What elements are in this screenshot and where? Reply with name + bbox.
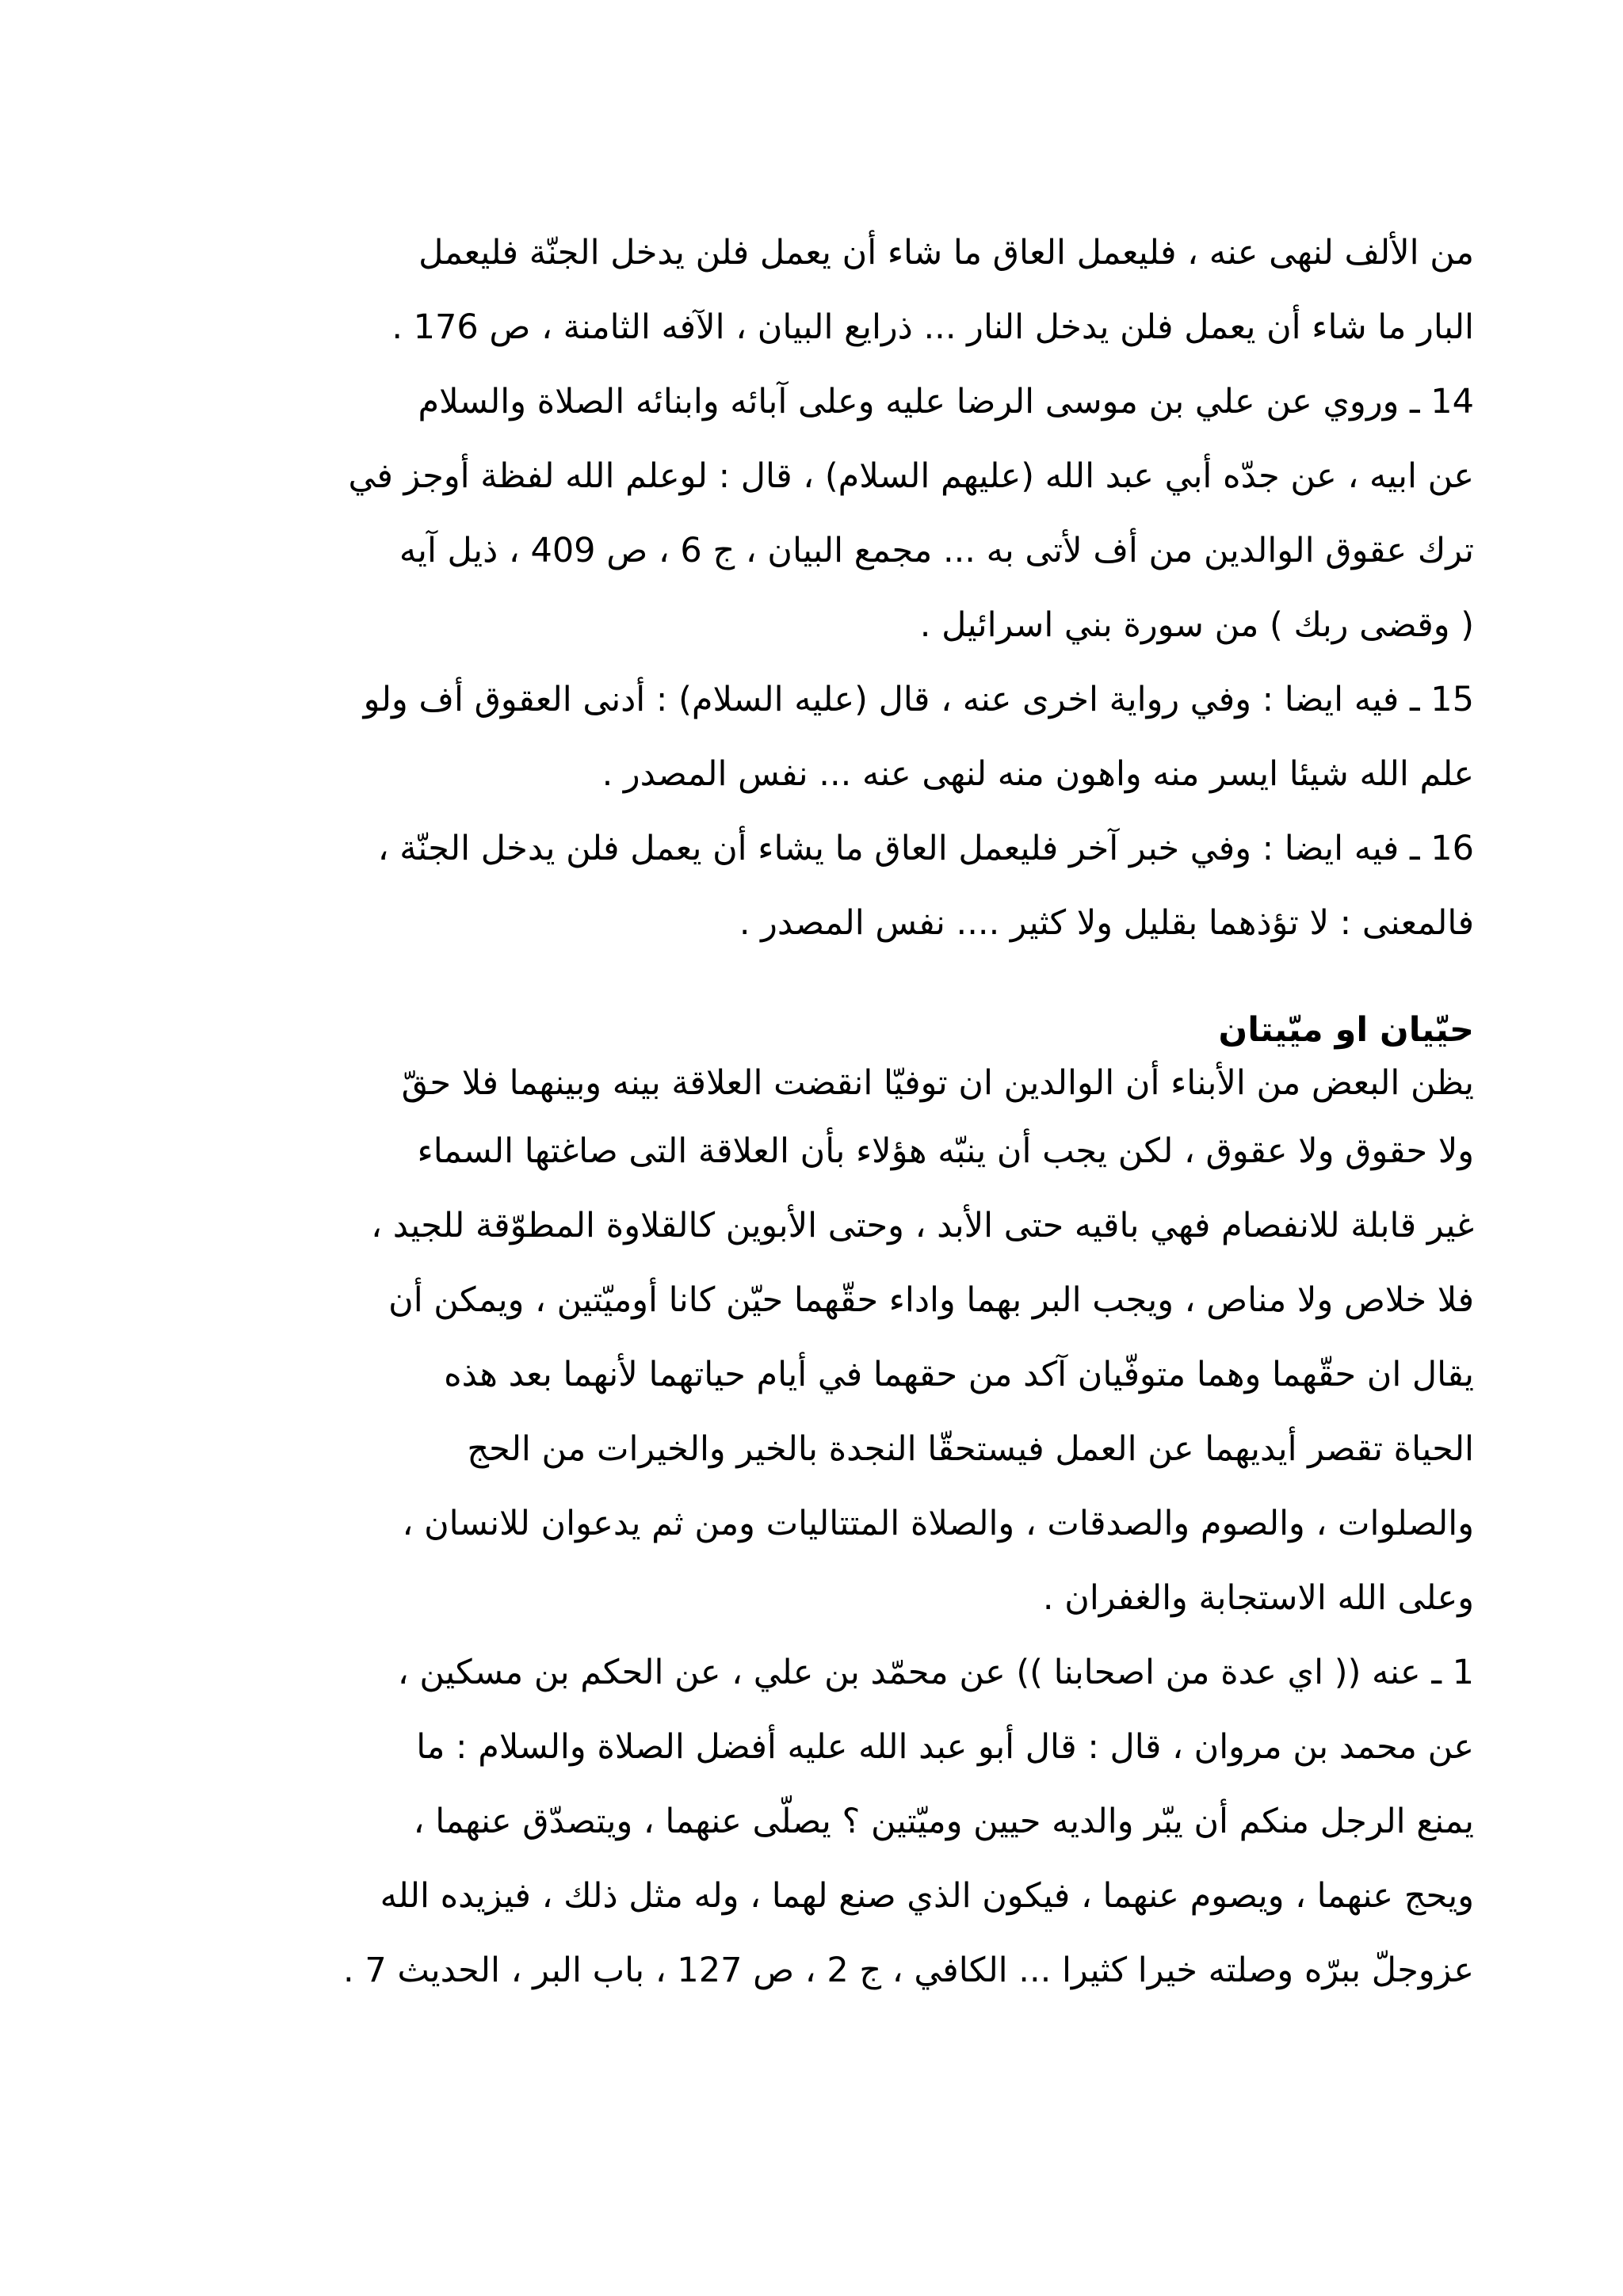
text-line: 16 ـ فيه ايضا : وفي خبر آخر فليعمل العاق ما يشاء أن يعمل فلن يدخل الجنّة ،	[377, 829, 1474, 868]
text-line: والصلوات ، والصوم والصدقات ، والصلاة المتتاليات ومن ثم يدعوان للانسان ،	[402, 1504, 1474, 1543]
text-line: يقال ان حقّهما وهما متوفّيان آكد من حقهما في أيام حياتهما لأنهما بعد هذه	[444, 1355, 1474, 1394]
section-gap	[151, 960, 1474, 1008]
text-line: عن محمد بن مروان ، قال : قال أبو عبد الله عليه أفضل الصلاة والسلام : ما	[416, 1727, 1474, 1767]
text-line: عزوجلّ ببرّه وصلته خيرا كثيرا ... الكافي ، ج 2 ، ص 127 ، باب البر ، الحديث 7 .	[343, 1951, 1474, 1990]
text-line: البار ما شاء أن يعمل فلن يدخل النار ... ذرايع البيان ، الآفه الثامنة ، ص 176 .	[391, 307, 1474, 347]
text-line: الحياة تقصر أيديهما عن العمل فيستحقّا النجدة بالخير والخيرات من الحج	[467, 1429, 1474, 1469]
text-line: ويحج عنهما ، ويصوم عنهما ، فيكون الذي صنع لهما ، وله مثل ذلك ، فيزيده الله	[380, 1876, 1474, 1916]
text-line: فلا خلاص ولا مناص ، ويجب البر بهما واداء حقّهما حيّن كانا أوميّتين ، ويمكن أن	[388, 1280, 1474, 1320]
text-line: غير قابلة للانفصام فهي باقيه حتى الأبد ، وحتى الأبوين كالقلاوة المطوّقة للجيد ،	[371, 1206, 1474, 1245]
paragraph-block-2	[151, 1052, 1474, 2008]
text-line: من الألف لنهى عنه ، فليعمل العاق ما شاء أن يعمل فلن يدخل الجنّة فليعمل	[418, 233, 1474, 273]
text-line: وعلى الله الاستجابة والغفران .	[1042, 1578, 1474, 1618]
text-line: ولا حقوق ولا عقوق ، لكن يجب أن ينبّه هؤلاء بأن العلاقة التى صاغتها السماء	[417, 1131, 1474, 1171]
text-line: ترك عقوق الوالدين من أف لأتى به ... مجمع البيان ، ج 6 ، ص 409 ، ذيل آيه	[399, 531, 1474, 570]
text-line: يمنع الرجل منكم أن يبّر والديه حيين وميّتين ؟ يصلّى عنهما ، ويتصدّق عنهما ،	[413, 1802, 1474, 1841]
text-line: 15 ـ فيه ايضا : وفي رواية اخرى عنه ، قال (عليه السلام) : أدنى العقوق أف ولو	[363, 680, 1474, 719]
text-line: 1 ـ عنه (( اي عدة من اصحابنا )) عن محمّد بن علي ، عن الحكم بن مسكين ،	[397, 1653, 1474, 1692]
text-line: يظن البعض من الأبناء أن الوالدين ان توفيّا انقضت العلاقة بينه وبينهما فلا حقّ	[401, 1063, 1474, 1103]
text-line: ( وقضى ربك ) من سورة بني اسرائيل .	[919, 605, 1474, 645]
document-page	[151, 215, 1474, 2008]
text-line: فالمعنى : لا تؤذهما بقليل ولا كثير .... نفس المصدر .	[739, 903, 1474, 943]
text-line: 14 ـ وروي عن علي بن موسى الرضا عليه وعلى آبائه وابنائه الصلاة والسلام	[418, 382, 1474, 421]
text-line: عن ابيه ، عن جدّه أبي عبد الله (عليهم السلام) ، قال : لوعلم الله لفظة أوجز في	[348, 456, 1474, 496]
text-line: علم الله شيئا ايسر منه واهون منه لنهى عنه ... نفس المصدر .	[601, 754, 1474, 794]
paragraph-block-1	[151, 215, 1474, 960]
section-heading: حيّيان او ميّيتان	[1218, 1010, 1474, 1050]
